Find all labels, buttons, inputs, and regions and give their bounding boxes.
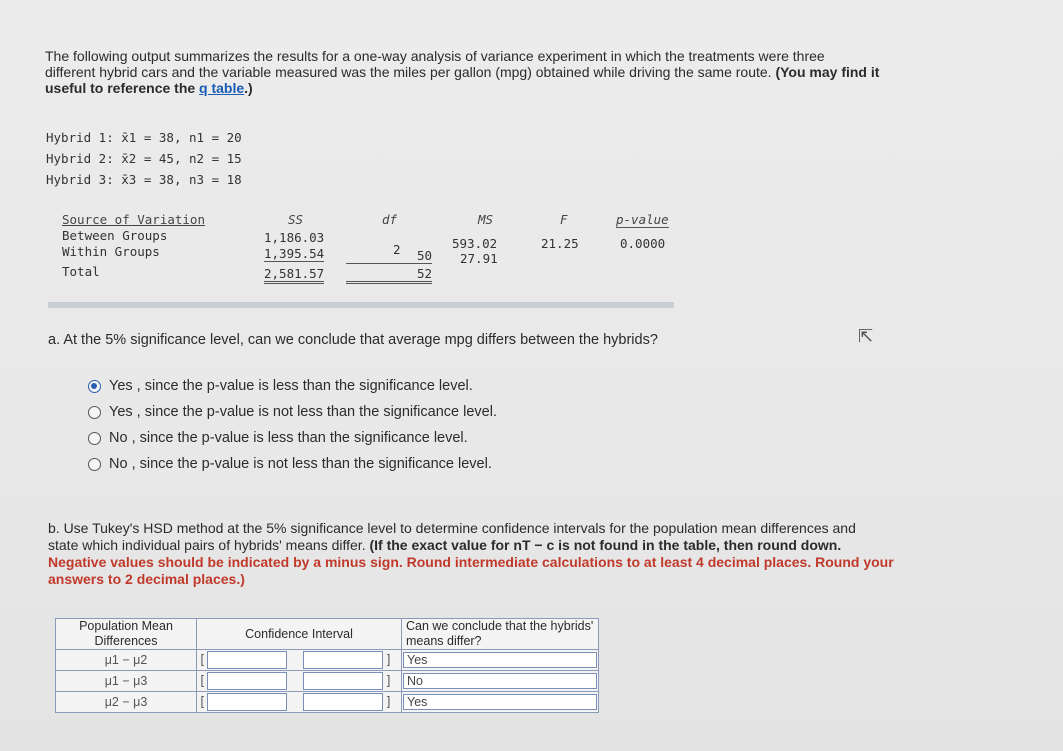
intro-line1: The following output summarizes the results for a one-way analysis of variance experiment in which the treatments were three bbox=[45, 48, 825, 64]
anova-ss-total: 2,581.57 bbox=[264, 266, 324, 284]
option-label: No , since the p-value is less than the significance level. bbox=[109, 430, 468, 446]
tukey-header-ci-text: Confidence Interval bbox=[245, 627, 353, 641]
option-a2[interactable] bbox=[88, 404, 497, 420]
table-row bbox=[56, 650, 599, 671]
hybrid-n: n1 = 20 bbox=[189, 130, 242, 145]
tukey-header-ci bbox=[197, 619, 402, 650]
anova-f-between: 21.25 bbox=[541, 236, 579, 251]
hybrid-row bbox=[46, 148, 242, 169]
part-b-line3: Negative values should be indicated by a minus sign. Round intermediate calculations to at least 4 decimal places. Round your bbox=[48, 554, 894, 570]
ci-lower-input[interactable] bbox=[207, 672, 287, 690]
hybrid-mean: x̄1 = 38, bbox=[121, 130, 182, 145]
part-b-line4: answers to 2 decimal places.) bbox=[48, 571, 245, 587]
anova-p-between: 0.0000 bbox=[620, 236, 666, 251]
anova-header-df: df bbox=[382, 212, 398, 227]
anova-row-total-label: Total bbox=[62, 264, 100, 279]
tukey-answer-cell[interactable] bbox=[402, 650, 599, 671]
answer-select[interactable]: No bbox=[403, 673, 597, 689]
anova-ss-within: 1,395.54 bbox=[264, 246, 325, 261]
tukey-ci-cell bbox=[197, 671, 402, 692]
cursor-icon: ⇱ bbox=[858, 326, 874, 346]
anova-row-between-label: Between Groups bbox=[62, 228, 168, 243]
hybrid-label: Hybrid 1: bbox=[46, 130, 114, 145]
tukey-pair-text: μ1 − μ3 bbox=[104, 674, 148, 688]
tukey-header-conclude-text: Can we conclude that the hybrids' means differ? bbox=[406, 619, 594, 648]
anova-bottom-bar bbox=[48, 302, 674, 308]
anova-ms-between: 593.02 bbox=[452, 236, 498, 251]
intro-paragraph bbox=[45, 48, 1045, 96]
part-b-line2-bold: (If the exact value for nT − c is not found in the table, then round down. bbox=[369, 537, 842, 553]
radio-icon[interactable] bbox=[88, 406, 101, 419]
part-b-question bbox=[48, 520, 1008, 588]
hybrid-mean: x̄3 = 38, bbox=[121, 172, 182, 187]
hybrid-n: n3 = 18 bbox=[189, 172, 242, 187]
ci-lower-input[interactable] bbox=[207, 651, 287, 669]
tukey-ci-cell bbox=[197, 650, 402, 671]
intro-bold-note: (You may find it bbox=[775, 64, 880, 80]
anova-df-between: 2 bbox=[393, 242, 401, 257]
hybrid-label: Hybrid 3: bbox=[46, 172, 114, 187]
q-table-link[interactable]: q table bbox=[199, 80, 245, 96]
tukey-header-diff-text: Population Mean Differences bbox=[79, 619, 173, 648]
anova-header-ss: SS bbox=[288, 212, 304, 227]
tukey-answer-cell[interactable] bbox=[402, 692, 599, 713]
option-label: No , since the p-value is not less than the significance level. bbox=[109, 456, 492, 472]
open-bracket: [ bbox=[197, 673, 208, 688]
open-bracket: [ bbox=[197, 694, 208, 709]
tukey-pair bbox=[56, 671, 197, 692]
tukey-header-row bbox=[56, 619, 599, 650]
anova-header-f: F bbox=[560, 212, 568, 227]
answer-select[interactable]: Yes bbox=[403, 694, 597, 710]
close-bracket: ] bbox=[383, 694, 391, 709]
radio-icon[interactable] bbox=[88, 458, 101, 471]
anova-df-within-value: 50 bbox=[416, 248, 432, 263]
tukey-header-conclude bbox=[402, 619, 599, 650]
hybrid-mean: x̄2 = 45, bbox=[121, 151, 182, 166]
part-a-question: a. At the 5% significance level, can we conclude that average mpg differs between the hybrids? bbox=[48, 332, 658, 348]
option-label: Yes , since the p-value is less than the significance level. bbox=[109, 378, 473, 394]
hybrid-summary bbox=[46, 127, 242, 190]
answer-select[interactable]: Yes bbox=[403, 652, 597, 668]
tukey-pair-text: μ2 − μ3 bbox=[104, 695, 148, 709]
intro-line3: useful to reference the bbox=[45, 80, 196, 96]
tukey-ci-cell bbox=[197, 692, 402, 713]
option-label: Yes , since the p-value is not less than the significance level. bbox=[109, 404, 497, 420]
option-a1[interactable] bbox=[88, 378, 473, 394]
tukey-table bbox=[55, 618, 599, 713]
radio-selected-icon[interactable] bbox=[88, 380, 101, 393]
hybrid-n: n2 = 15 bbox=[189, 151, 242, 166]
anova-table bbox=[48, 204, 674, 308]
anova-df-total-value: 52 bbox=[416, 266, 432, 281]
intro-line3-end: .) bbox=[244, 80, 253, 96]
anova-header-pvalue: p-value bbox=[616, 212, 669, 227]
anova-header-ms: MS bbox=[478, 212, 494, 227]
option-a4[interactable] bbox=[88, 456, 492, 472]
anova-ms-within: 27.91 bbox=[460, 251, 498, 266]
anova-row-within-label: Within Groups bbox=[62, 244, 160, 259]
option-a3[interactable] bbox=[88, 430, 468, 446]
close-bracket: ] bbox=[383, 652, 391, 667]
intro-line2: different hybrid cars and the variable measured was the miles per gallon (mpg) obtained while driving the same route. bbox=[45, 64, 772, 80]
radio-icon[interactable] bbox=[88, 432, 101, 445]
hybrid-label: Hybrid 2: bbox=[46, 151, 114, 166]
tukey-pair-text: μ1 − μ2 bbox=[104, 653, 148, 667]
anova-df-total bbox=[346, 266, 432, 284]
close-bracket: ] bbox=[383, 673, 391, 688]
ci-upper-input[interactable] bbox=[303, 651, 383, 669]
tukey-header-diff bbox=[56, 619, 197, 650]
ci-upper-input[interactable] bbox=[303, 672, 383, 690]
ci-lower-input[interactable] bbox=[207, 693, 287, 711]
table-row bbox=[56, 692, 599, 713]
hybrid-row bbox=[46, 169, 242, 190]
tukey-pair bbox=[56, 650, 197, 671]
anova-ss-between: 1,186.03 bbox=[264, 230, 325, 245]
ci-upper-input[interactable] bbox=[303, 693, 383, 711]
tukey-pair bbox=[56, 692, 197, 713]
open-bracket: [ bbox=[197, 652, 208, 667]
tukey-answer-cell[interactable] bbox=[402, 671, 599, 692]
anova-df-within bbox=[346, 248, 432, 264]
anova-header-source: Source of Variation bbox=[62, 212, 205, 227]
part-b-line2: state which individual pairs of hybrids' means differ. bbox=[48, 537, 366, 553]
table-row bbox=[56, 671, 599, 692]
hybrid-row bbox=[46, 127, 242, 148]
part-b-line1: b. Use Tukey's HSD method at the 5% significance level to determine confidence intervals for the population mean differences and bbox=[48, 520, 856, 536]
